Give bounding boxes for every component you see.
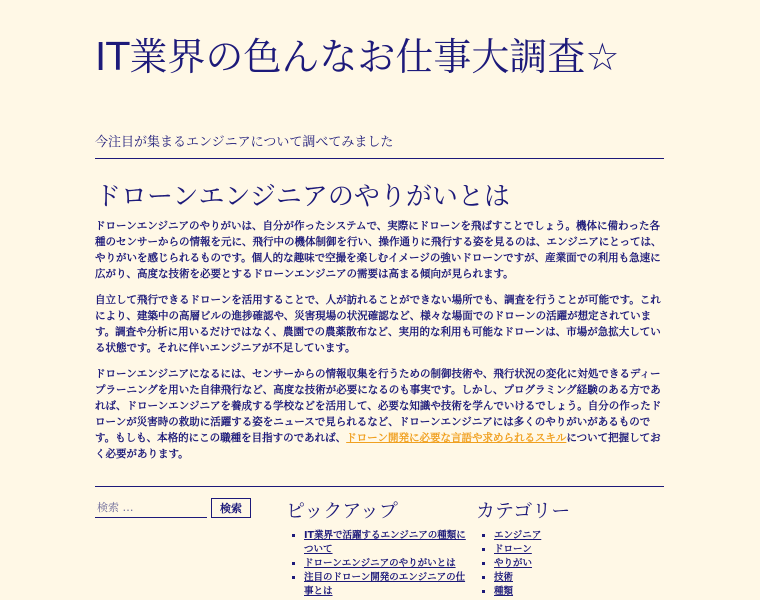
category-item bbox=[494, 557, 596, 571]
category-link[interactable]: やりがい bbox=[494, 558, 533, 569]
pickup-item bbox=[304, 557, 466, 571]
content-divider bbox=[95, 486, 664, 487]
search-input[interactable] bbox=[95, 499, 207, 518]
category-link[interactable]: 種類 bbox=[494, 586, 514, 597]
pickup-list bbox=[286, 529, 466, 599]
search-button[interactable]: 検索 bbox=[211, 498, 251, 518]
header-divider bbox=[95, 158, 664, 159]
category-link[interactable]: エンジニア bbox=[494, 530, 542, 541]
skills-article-link[interactable]: ドローン開発に必要な言語や求められるスキル bbox=[346, 432, 567, 444]
pickup-heading: ピックアップ bbox=[286, 500, 398, 522]
site-description: 今注目が集まるエンジニアについて調べてみました bbox=[95, 135, 394, 150]
category-item bbox=[494, 571, 596, 585]
pickup-link[interactable]: 注目のドローン開発のエンジニアの仕事とは bbox=[304, 572, 466, 597]
category-item bbox=[494, 585, 596, 599]
site-title[interactable]: IT業界の色んなお仕事大調査☆ bbox=[95, 35, 620, 79]
post-paragraph bbox=[95, 366, 665, 462]
post-paragraph: 自立して飛行できるドローンを活用することで、人が訪れることができない場所でも、調査を行うことが可能です。これにより、建築中の高層ビルの進捗確認や、災害現場の状況確認など、様々な場面でのドローンの活躍が想定されています。調査や分析に用いるだけではなく、農園での農薬散布など、実用的な利用も可能なドローンは、市場が急拡大している状態です。それに伴いエンジニアが不足しています。 bbox=[95, 294, 661, 354]
post-paragraph-text: について把握しておく必要があります。 bbox=[95, 432, 661, 460]
category-heading: カテゴリー bbox=[476, 500, 571, 522]
pickup-widget bbox=[286, 496, 466, 599]
category-item bbox=[494, 529, 596, 543]
pickup-link[interactable]: ドローンエンジニアのやりがいとは bbox=[304, 558, 456, 569]
category-link[interactable]: 技術 bbox=[494, 572, 514, 583]
category-item bbox=[494, 543, 596, 557]
pickup-link[interactable]: IT業界で活躍するエンジニアの種類について bbox=[304, 530, 466, 555]
search-form bbox=[95, 498, 251, 518]
category-link[interactable]: ドローン bbox=[494, 544, 532, 555]
post-title: ドローンエンジニアのやりがいとは bbox=[95, 182, 510, 212]
pickup-item bbox=[304, 529, 466, 557]
post-paragraph: ドローンエンジニアのやりがいは、自分が作ったシステムで、実際にドローンを飛ばすことでしょう。機体に備わった各種のセンサーからの情報を元に、飛行中の機体制御を行い、操作通りに飛行する姿を見るのは、エンジニアにとっては、やりがいを感じられるものです。個人的な趣味で空撮を楽しむイメージの強いドローンですが、産業面での利用も急速に広がり、高度な技術を必要とするドローンエンジニアの需要は高まる傾向が見られます。 bbox=[95, 220, 662, 280]
pickup-item bbox=[304, 571, 466, 599]
category-list bbox=[476, 529, 596, 599]
post-content bbox=[95, 218, 665, 472]
post-paragraph-text: ドローンエンジニアになるには、センサーからの情報収集を行うための制御技術や、飛行状況の変化に対処できるディープラーニングを用いた自律飛行など、高度な技術が必要になるのも事実です。しかし、プログラミング経験のある方であれば、ドローンエンジニアを養成する学校などを活用して、必要な知識や技術を学んでいけるでしょう。自分の作ったドローンが災害時の救助に活躍する姿をニュースで見られるなど、ドローンエンジニアには多くのやりがいがあるものです。もしも、本格的にこの職種を目指すのであれば、 bbox=[95, 368, 662, 444]
category-widget bbox=[476, 496, 596, 599]
